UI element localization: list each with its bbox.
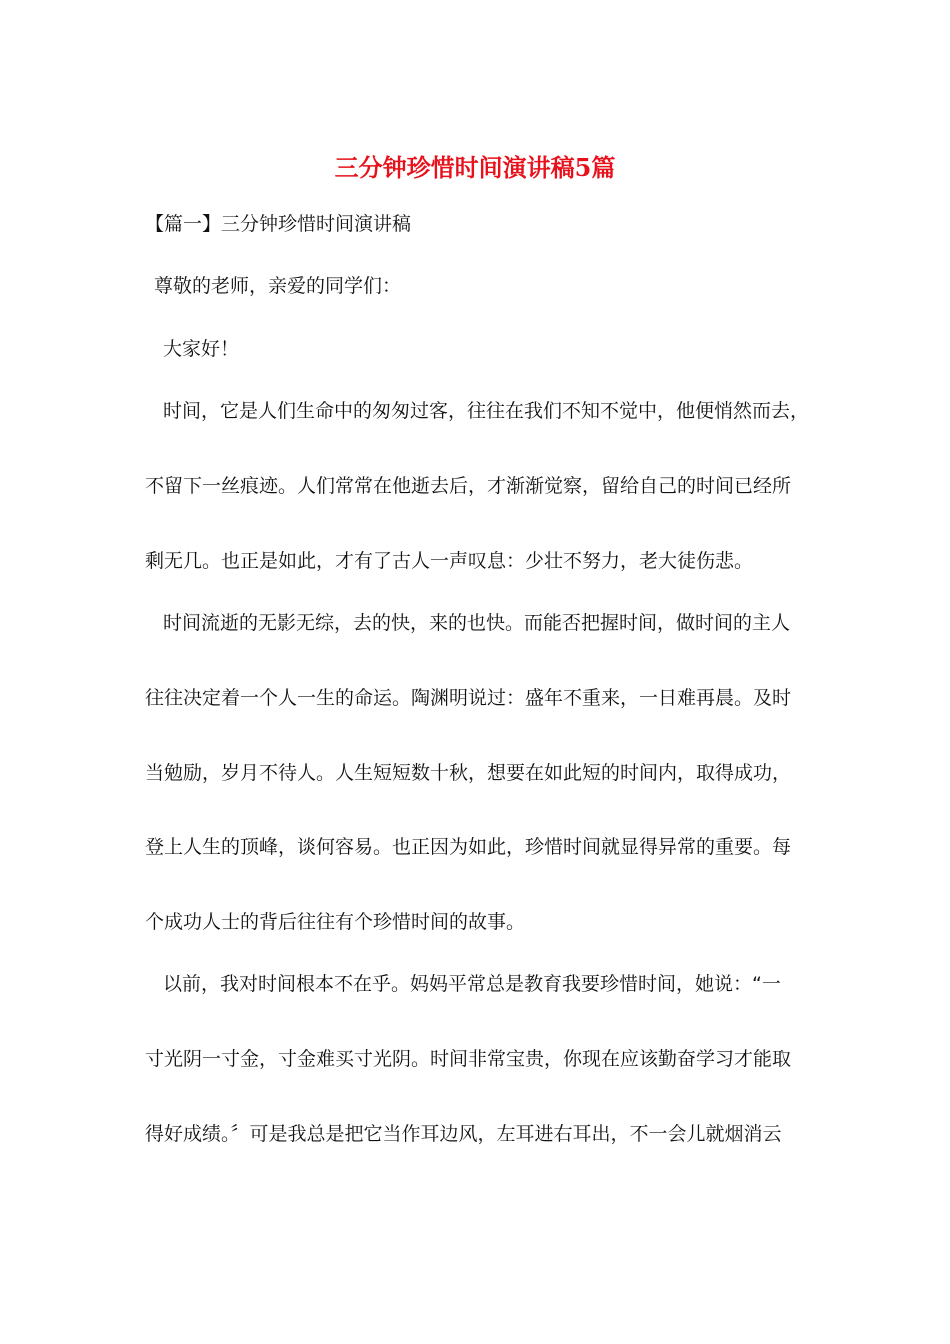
salutation: 尊敬的老师，亲爱的同学们： bbox=[154, 275, 402, 297]
paragraph-line: 时间，它是人们生命中的匆匆过客，往往在我们不知不觉中，他便悄然而去， bbox=[163, 400, 810, 422]
paragraph-line: 往往决定着一个人一生的命运。陶渊明说过：盛年不重来，一日难再晨。及时 bbox=[145, 687, 792, 709]
paragraph-line: 不留下一丝痕迹。人们常常在他逝去后，才渐渐觉察，留给自己的时间已经所 bbox=[145, 475, 792, 497]
paragraph-line: 以前，我对时间根本不在乎。妈妈平常总是教育我要珍惜时间，她说：“一 bbox=[163, 973, 781, 995]
greeting: 大家好！ bbox=[163, 338, 240, 360]
paragraph-line: 个成功人士的背后往往有个珍惜时间的故事。 bbox=[145, 911, 526, 933]
paragraph-line: 登上人生的顶峰，谈何容易。也正因为如此，珍惜时间就显得异常的重要。每 bbox=[145, 836, 792, 858]
paragraph-line: 寸光阴一寸金，寸金难买寸光阴。时间非常宝贵，你现在应该勤奋学习才能取 bbox=[145, 1048, 792, 1070]
section-heading: 【篇一】三分钟珍惜时间演讲稿 bbox=[145, 213, 412, 235]
paragraph-line: 得好成绩。〞可是我总是把它当作耳边风，左耳进右耳出，不一会儿就烟消云 bbox=[145, 1123, 782, 1145]
paragraph-line: 当勉励，岁月不待人。人生短短数十秋，想要在如此短的时间内，取得成功， bbox=[145, 762, 792, 784]
document-title: 三分钟珍惜时间演讲稿5篇 bbox=[334, 153, 616, 182]
paragraph-line: 时间流逝的无影无综，去的快，来的也快。而能否把握时间，做时间的主人 bbox=[163, 612, 791, 634]
paragraph-line: 剩无几。也正是如此，才有了古人一声叹息：少壮不努力，老大徒伤悲。 bbox=[145, 550, 754, 572]
